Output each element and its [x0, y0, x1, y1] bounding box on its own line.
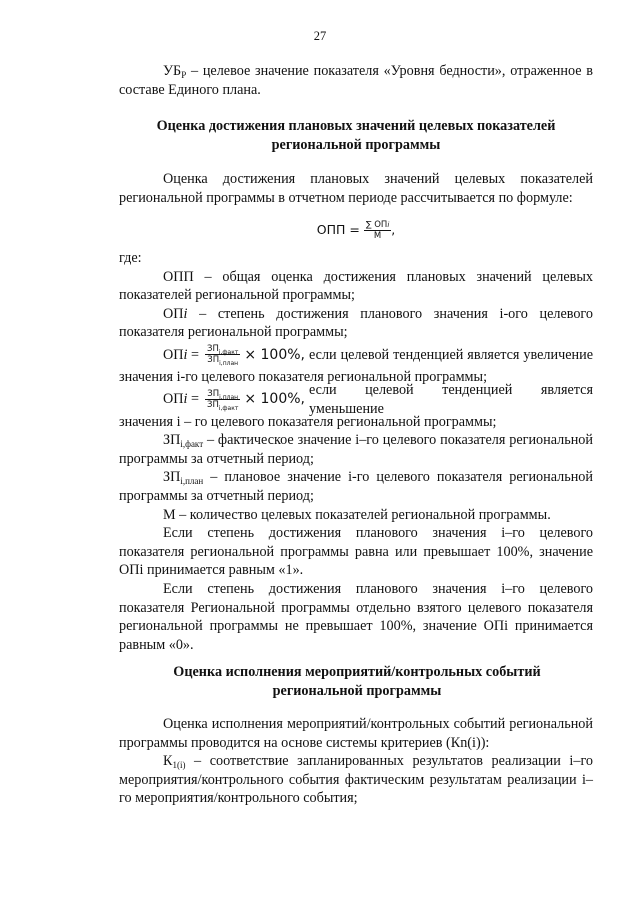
zp-fact-text: – фактическое значение i–го целевого показателя региональной программы за отчетный период; — [119, 432, 593, 467]
section2-intro-paragraph: Оценка исполнения мероприятий/контрольных событий региональной программы проводится на основе системы критериев (Кn(i)): — [119, 716, 593, 751]
f1-numerator: ЗП — [207, 344, 219, 355]
f1-fraction — [205, 344, 240, 368]
f2-continuation: значения i – го целевого показателя региональной программы; — [119, 413, 497, 430]
ub-subscript: Р — [181, 70, 187, 80]
definitions — [119, 249, 593, 654]
main-formula — [119, 220, 593, 250]
formula-increase-line — [119, 342, 593, 368]
formula-fraction — [364, 220, 391, 241]
intro-block — [119, 62, 593, 99]
f1-denominator-sub: i,план — [219, 360, 239, 368]
section1-heading-block — [140, 117, 572, 154]
opi-symbol: ОП — [163, 305, 184, 322]
k1-definition — [119, 752, 593, 808]
f1-eq: = — [187, 346, 200, 363]
f2-multiplier: × 100%, — [244, 391, 305, 408]
f1-numerator-sub: i,факт — [218, 349, 239, 357]
ub-symbol: УБ — [163, 63, 182, 79]
zp-plan-sub: i,план — [180, 476, 204, 487]
section2-body — [119, 715, 593, 808]
f1-continuation: значения i-го целевого показателя региональной программы; — [119, 368, 488, 385]
where-label: где: — [119, 250, 142, 266]
f2-condition: если целевой тенденцией является уменьшение — [309, 381, 593, 417]
zp-plan-symbol: ЗП — [163, 469, 181, 486]
f2-numerator-sub: i,план — [219, 394, 239, 402]
f2-denominator: ЗП — [207, 400, 219, 411]
zp-fact-definition — [119, 431, 593, 468]
f1-multiplier: × 100%, — [244, 346, 305, 363]
opp-definition: ОПП – общая оценка достижения плановых значений целевых показателей региональной программы; — [119, 268, 593, 304]
f2-lhs: ОП — [163, 391, 184, 408]
m-definition: М – количество целевых показателей региональной программы. — [163, 506, 551, 523]
formula-tail: , — [391, 222, 396, 237]
f1-denominator: ЗП — [207, 355, 220, 366]
k1-subscript: 1(i) — [172, 760, 186, 771]
formula-numerator-sub: i — [387, 221, 390, 229]
rule-zero: Если степень достижения планового значения i–го целевого показателя Региональной программы отдельно взятого целевого показателя региональной программы не превышает 100%, значение ОПi принимается равным «0». — [119, 580, 593, 653]
formula-lhs: ОПП = — [316, 222, 360, 237]
f1-lhs-index: i — [183, 346, 188, 363]
intro-text: – целевое значение показателя «Уровня бедности», отраженное в составе Единого плана. — [119, 63, 593, 98]
zp-fact-sub: i,факт — [180, 439, 204, 450]
page-number: 27 — [313, 29, 327, 43]
zp-fact-symbol: ЗП — [163, 432, 181, 449]
section2-heading-block — [128, 663, 586, 700]
f2-lhs-index: i — [183, 391, 188, 408]
zp-plan-text: – плановое значение i-го целевого показателя региональной программы за отчетный период; — [119, 469, 593, 504]
f1-lhs: ОП — [163, 346, 184, 363]
formula-numerator: ∑ ОП — [365, 220, 388, 230]
k1-text: – соответствие запланированных результатов реализации i–го мероприятия/контрольного события фактическим результатам реализации i–го мероприятия/контрольного события; — [119, 753, 593, 807]
opi-text: – степень достижения планового значения i-ого целевого показателя региональной программы; — [119, 305, 593, 341]
f1-condition: если целевой тенденцией является увеличение — [309, 346, 593, 363]
section1-intro-paragraph: Оценка достижения плановых значений целевых показателей региональной программы в отчетном периоде рассчитывается по формуле: — [119, 171, 593, 206]
f2-eq: = — [187, 391, 200, 408]
f2-fraction — [205, 389, 240, 413]
opi-index: i — [183, 305, 188, 322]
f2-numerator: ЗП — [207, 389, 220, 400]
section1-heading: Оценка достижения плановых значений целевых показателей региональной программы — [156, 118, 556, 153]
formula-denominator: М — [373, 231, 382, 241]
f2-denominator-sub: i,факт — [218, 405, 239, 413]
k1-symbol: К — [163, 753, 173, 770]
rule-one: Если степень достижения планового значения i–го целевого показателя региональной программы равна или превышает 100%, значение ОПi принимается равным «1». — [119, 525, 593, 579]
opi-definition — [119, 305, 593, 342]
section1-body — [119, 170, 593, 207]
intro-paragraph — [119, 62, 593, 99]
zp-plan-definition — [119, 468, 593, 505]
section2-heading: Оценка исполнения мероприятий/контрольных событий региональной программы — [173, 664, 541, 699]
formula-decrease-line — [119, 381, 593, 417]
